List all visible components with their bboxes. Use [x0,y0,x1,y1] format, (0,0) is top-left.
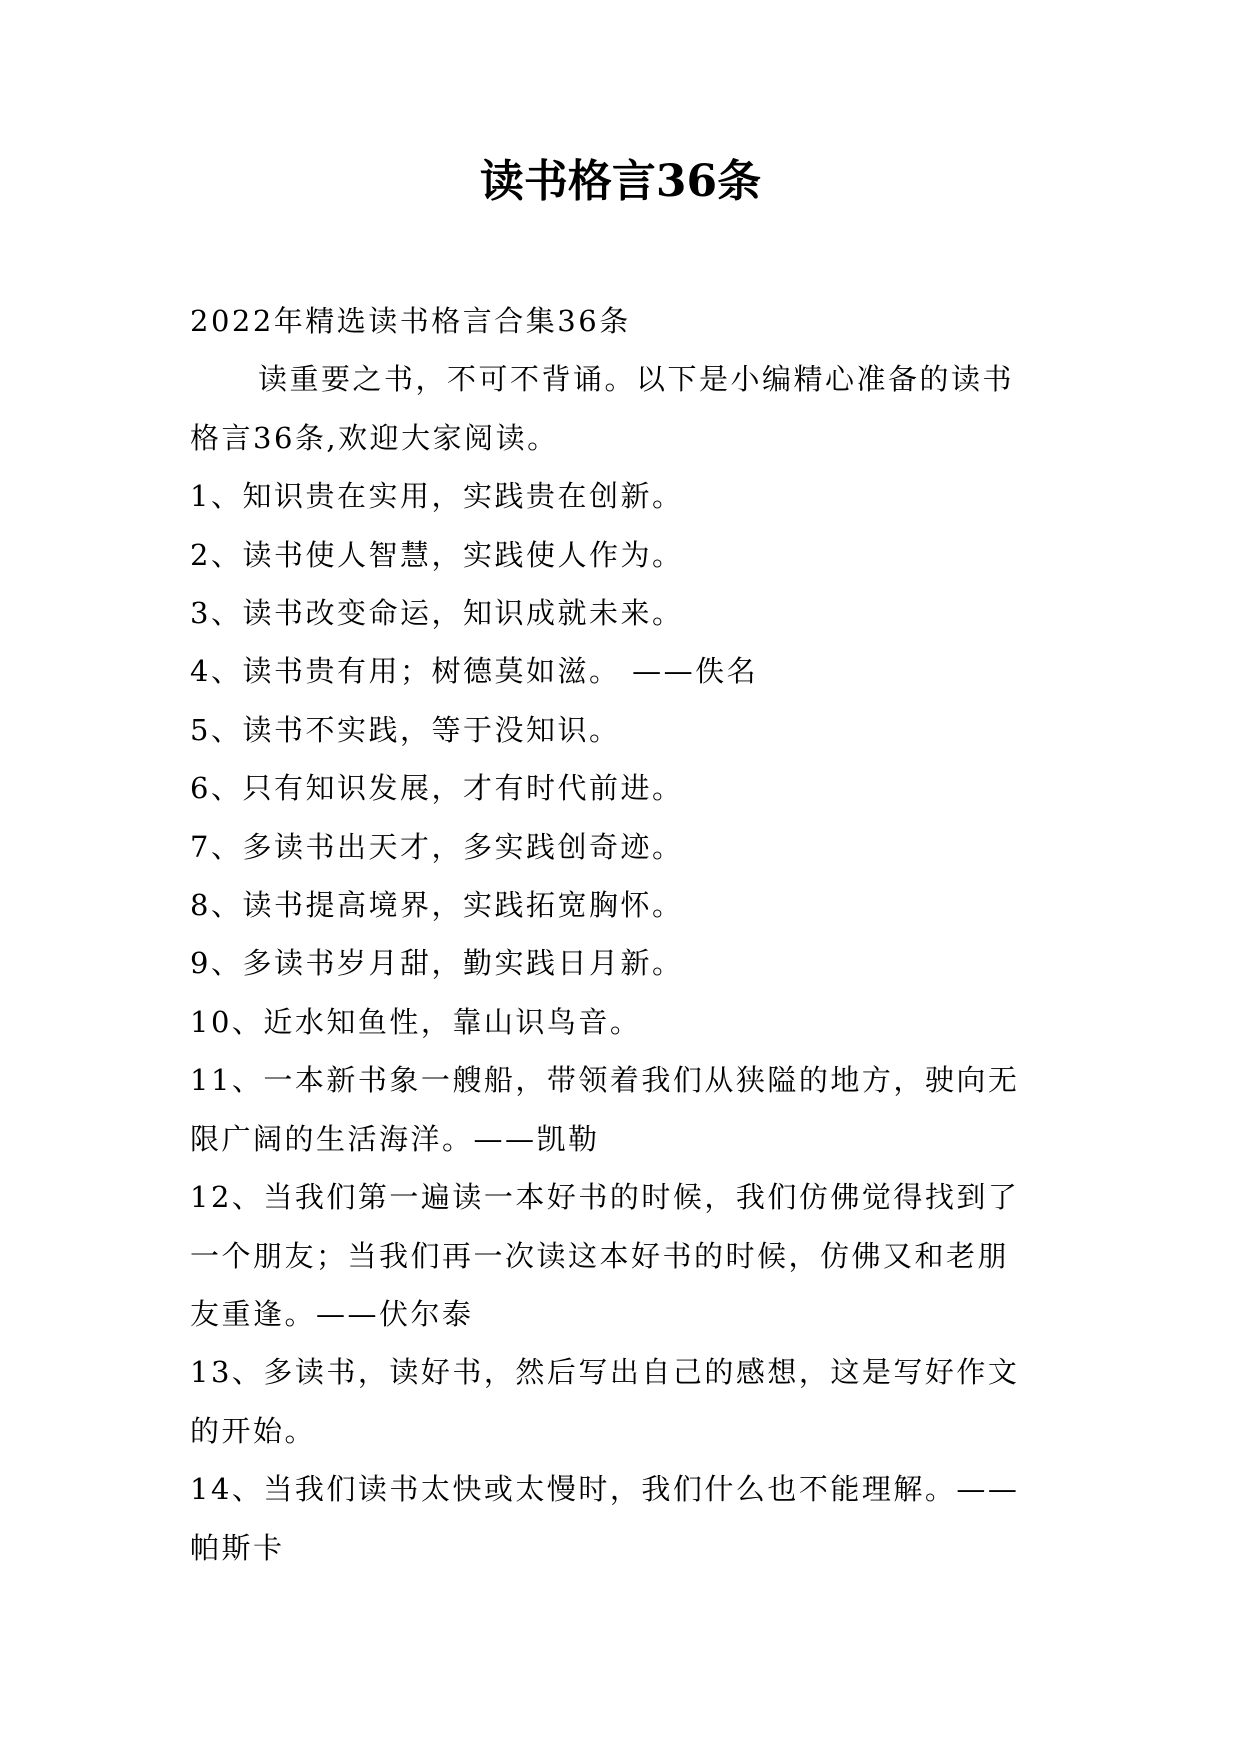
intro-line: 格言36条,欢迎大家阅读。 [190,420,559,455]
quote-item-line: 12、当我们第一遍读一本好书的时候，我们仿佛觉得找到了 [190,1180,1020,1215]
quote-item-line: 限广阔的生活海洋。——凯勒 [190,1121,600,1156]
quote-item-line: 2、读书使人智慧，实践使人作为。 [190,537,684,572]
subtitle-line: 2022年精选读书格言合集36条 [190,304,631,338]
quote-item-line: 3、读书改变命运，知识成就未来。 [190,596,684,631]
quote-item-line: 7、多读书出天才，多实践创奇迹。 [190,829,684,864]
quote-item-line: 友重逢。——伏尔泰 [190,1296,474,1331]
quote-item-line: 11、一本新书象一艘船，带领着我们从狭隘的地方，驶向无 [190,1063,1020,1098]
quote-item-line: 5、读书不实践，等于没知识。 [190,712,621,747]
quote-item-line: 8、读书提高境界，实践拓宽胸怀。 [190,888,684,923]
quote-item-line: 9、多读书岁月甜，勤实践日月新。 [190,946,684,981]
quote-item-line: 14、当我们读书太快或太慢时，我们什么也不能理解。—— [190,1472,1020,1507]
quote-item-line: 1、知识贵在实用，实践贵在创新。 [190,479,684,514]
document-title: 读书格言36条 [479,156,762,207]
quote-item-line: 10、近水知鱼性，靠山识鸟音。 [190,1004,642,1039]
quote-item-line: 一个朋友；当我们再一次读这本好书的时候，仿佛又和老朋 [190,1238,1010,1273]
quote-item-line: 4、读书贵有用；树德莫如滋。 ——佚名 [190,654,759,689]
quote-item-line: 13、多读书，读好书，然后写出自己的感想，这是写好作文 [190,1355,1020,1390]
document-body [190,292,1070,1577]
quote-item-line: 帕斯卡 [190,1530,285,1565]
intro-line: 读重要之书，不可不背诵。以下是小编精心准备的读书 [258,362,1015,397]
quote-item-line: 的开始。 [190,1413,317,1448]
quote-item-line: 6、只有知识发展，才有时代前进。 [190,771,684,806]
